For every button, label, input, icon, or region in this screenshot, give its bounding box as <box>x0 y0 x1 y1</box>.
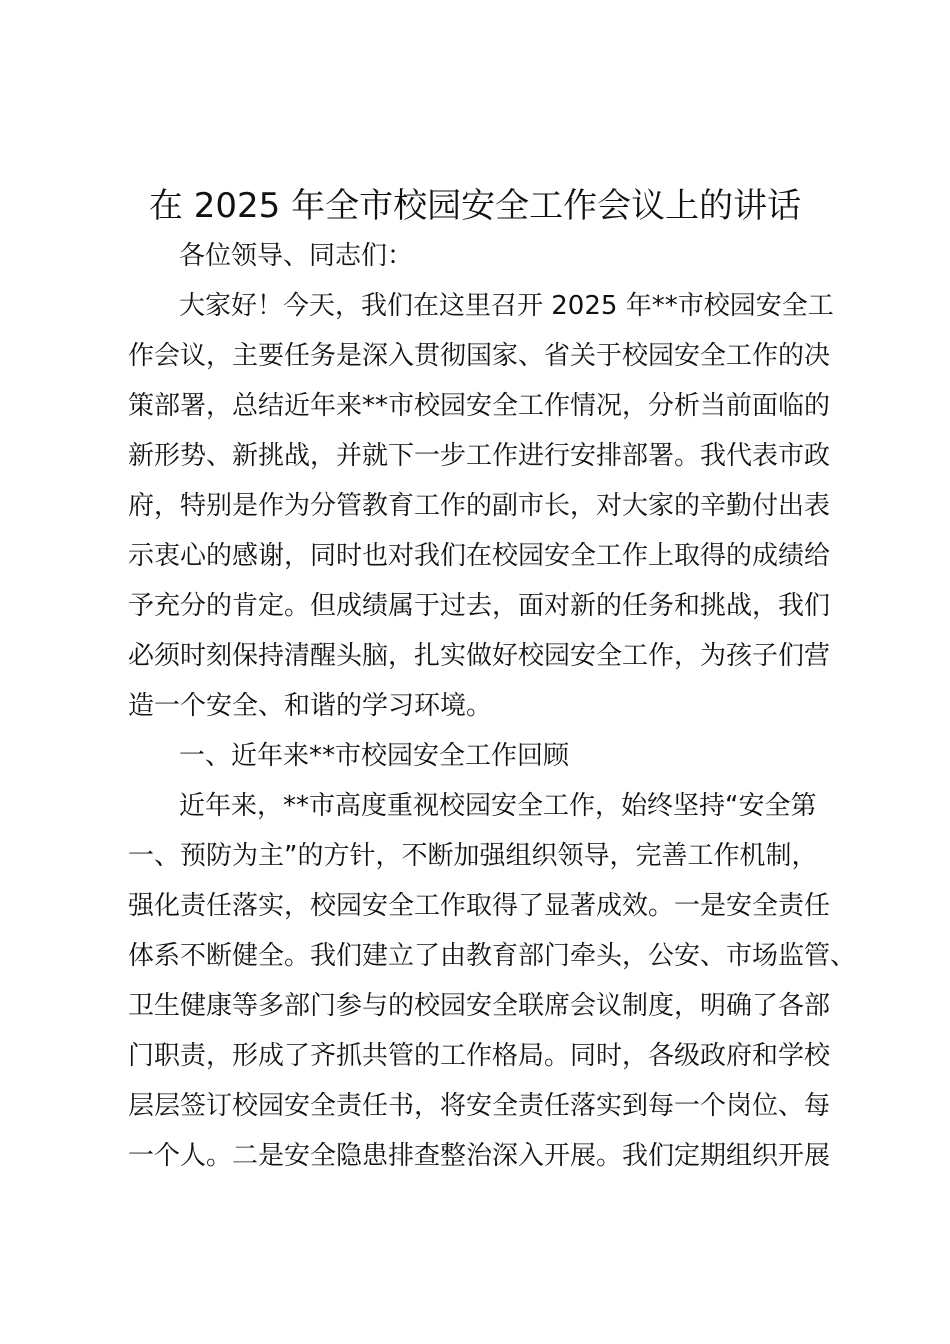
document-title: 在 2025 年全市校园安全工作会议上的讲话 <box>148 186 802 226</box>
body-line: 体系不断健全。我们建立了由教育部门牵头，公安、市场监管、 <box>128 941 857 971</box>
body-line: 示衷心的感谢，同时也对我们在校园安全工作上取得的成绩给 <box>128 541 831 571</box>
body-line: 强化责任落实，校园安全工作取得了显著成效。一是安全责任 <box>128 891 831 921</box>
salutation-line: 各位领导、同志们： <box>179 241 414 271</box>
body-line: 近年来，**市高度重视校园安全工作，始终坚持“安全第 <box>179 791 817 821</box>
body-line: 作会议，主要任务是深入贯彻国家、省关于校园安全工作的决 <box>128 341 831 371</box>
body-line: 造一个安全、和谐的学习环境。 <box>128 691 493 721</box>
section-heading: 一、近年来**市校园安全工作回顾 <box>179 741 570 771</box>
body-line: 予充分的肯定。但成绩属于过去，面对新的任务和挑战，我们 <box>128 591 831 621</box>
body-line: 必须时刻保持清醒头脑，扎实做好校园安全工作，为孩子们营 <box>128 641 831 671</box>
body-line: 新形势、新挑战，并就下一步工作进行安排部署。我代表市政 <box>128 441 831 471</box>
body-line: 卫生健康等多部门参与的校园安全联席会议制度，明确了各部 <box>128 991 831 1021</box>
body-line: 大家好！今天，我们在这里召开 2025 年**市校园安全工 <box>179 291 834 321</box>
body-line: 层层签订校园安全责任书，将安全责任落实到每一个岗位、每 <box>128 1091 831 1121</box>
body-line: 门职责，形成了齐抓共管的工作格局。同时，各级政府和学校 <box>128 1041 831 1071</box>
body-line: 一个人。二是安全隐患排查整治深入开展。我们定期组织开展 <box>128 1141 831 1171</box>
body-line: 府，特别是作为分管教育工作的副市长，对大家的辛勤付出表 <box>128 491 831 521</box>
body-line: 策部署，总结近年来**市校园安全工作情况，分析当前面临的 <box>128 391 831 421</box>
body-line: 一、预防为主”的方针，不断加强组织领导，完善工作机制， <box>128 841 818 871</box>
